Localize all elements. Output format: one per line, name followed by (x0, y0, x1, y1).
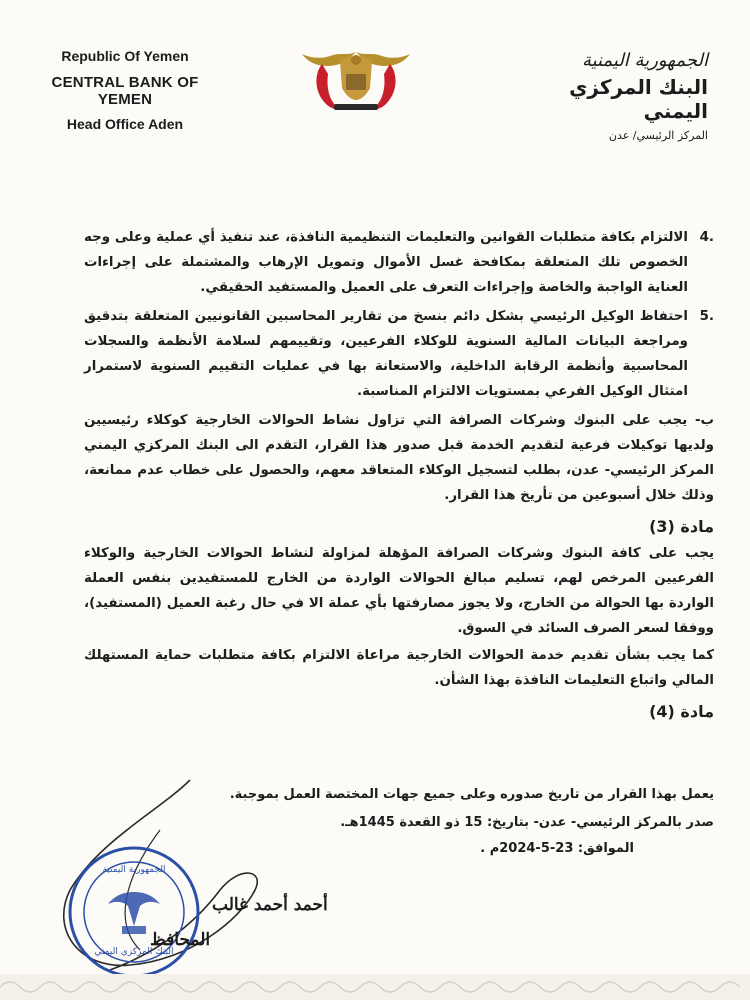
header-ar-bank-name: البنك المركزي اليمني (569, 75, 708, 123)
decision-body (84, 225, 714, 726)
clause-number: .5 (699, 309, 714, 324)
header-country: Republic Of Yemen (61, 48, 189, 64)
seal-bottom-text: البنك المركزي اليمني (94, 947, 174, 957)
yemen-eagle-emblem-icon (300, 44, 412, 116)
corresponding-date: الموافق: 23-5-2024م . (480, 841, 634, 856)
clause-text: احتفاظ الوكيل الرئيسي بشكل دائم بنسخ من تقارير المحاسبين القانونيين المتعلقة بتدقيق ومراجعة البيانات المالية السنوية للوكلاء الفرعيين، وتقييمهم لسلامة الأنظمة والسجلات المحاسبية وأنظمة الرقابة الداخلية، والاستعانة بها في عمليات التقييم السنوية لاستمرار امتثال الوكيل الفرعي بمستويات الالتزام المناسبة. (84, 309, 688, 399)
paragraph-b: ب- يجب على البنوك وشركات الصرافة التي تزاول نشاط الحوالات الخارجية كوكلاء رئيسيين ولديها توكيلات فرعية لتقديم الخدمة قبل صدور هذا القرار، التقدم الى البنك المركزي اليمني المركز الرئيسي- عدن، بطلب لتسجيل الوكلاء المتعاقد معهم، والحصول على خطاب عدم ممانعة، وذلك خلال أسبوعين من تأريخ هذا القرار. (84, 413, 714, 503)
header-bank-name: CENTRAL BANK OF YEMEN (51, 74, 199, 108)
seal-top-text: الجمهورية اليمنية (102, 865, 166, 875)
article-3-heading: مادة (3) (649, 517, 714, 536)
governor-name: أحمد أحمد غالب (212, 895, 328, 915)
article-4-heading: مادة (4) (649, 702, 714, 721)
clause-item-5 (84, 304, 714, 404)
article-4-paragraph: يعمل بهذا القرار من تاريخ صدوره وعلى جميع جهات المختصة العمل بموجبة. (229, 787, 714, 802)
governor-title: المحافظ (150, 930, 211, 950)
clause-text: الالتزام بكافة متطلبات القوانين والتعليمات التنظيمية النافذة، عند تنفيذ أي عملية وعلى وجه الخصوص تلك المتعلقة بمكافحة غسل الأموال وتمويل الإرهاب والمشتملة على إجراءات العناية الواجبة والخاصة وإجراءات التعرف على العميل والمستفيد الحقيقي. (84, 230, 688, 295)
header-arabic (508, 50, 708, 142)
article-3-paragraph-1: يجب على كافة البنوك وشركات الصرافة المؤهلة لمزاولة لنشاط الحوالات الخارجية والوكلاء الفرعيين المرخص لهم، تسليم مبالغ الحوالات الواردة من الخارج للمستفيدين بنفس العملة الواردة بها الحوالة من الخارج، ولا يجوز مصارفتها بأي عملة الا في حال رغبة العميل (المستفيد)، ووفقا لسعر الصرف السائد في السوق. (84, 546, 714, 636)
header-ar-country: الجمهورية اليمنية (581, 50, 708, 71)
header-english (30, 48, 220, 132)
clause-number: .4 (699, 230, 714, 245)
issued-date: صدر بالمركز الرئيسي- عدن- بتاريخ: 15 ذو القعدة 1445هـ. (340, 815, 714, 830)
article-3-paragraph-2: كما يجب بشأن تقديم خدمة الحوالات الخارجية مراعاة الالتزام بكافة متطلبات حماية المستهلك المالي واتباع التعليمات النافذة بهذا الشأن. (84, 648, 714, 688)
header-office: Head Office Aden (66, 116, 184, 132)
decorative-border-icon (0, 974, 750, 1000)
header-ar-office: المركز الرئيسي/ عدن (608, 129, 708, 142)
clause-item-4 (84, 225, 714, 300)
official-seal-icon (64, 842, 204, 982)
